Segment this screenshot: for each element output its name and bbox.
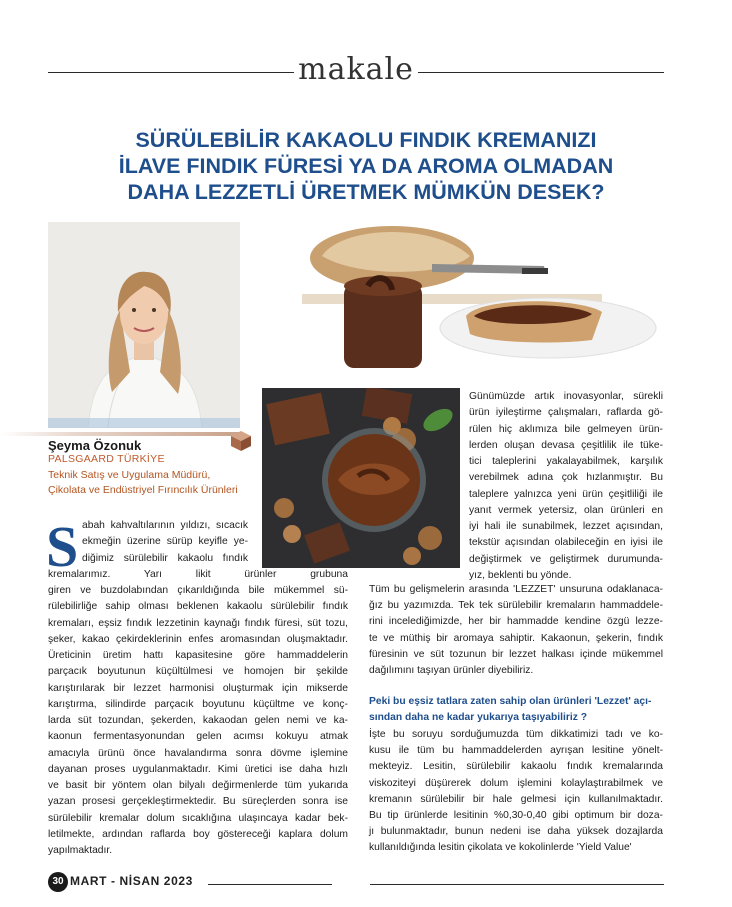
author-name: Şeyma Özonuk	[48, 438, 142, 453]
body-text-line: rini incelediğimizde, her bir hammadde kendine özgü lezze-	[369, 616, 663, 628]
headline-line: DAHA LEZZETLİ ÜRETMEK MÜMKÜN DESEK?	[127, 180, 605, 204]
author-company: PALSGAARD TÜRKİYE	[48, 453, 165, 465]
body-text-line: verebilmek adına çok hızlanmıştır. Bu	[469, 472, 663, 484]
body-text-line: mekteyiz. Lesitin, sürülebilir kakaolu fındık kremalarında	[369, 761, 663, 773]
body-text-line: abah kahvaltılarının yıldızı, sıcacık	[82, 520, 248, 531]
body-text-line: larda süt tozundan, şekerden, kakaodan gelen nemi ve ka-	[48, 715, 348, 726]
body-text-line: değiştirmek ve geliştirmek durumunda-	[469, 553, 663, 565]
subheading-line: sından daha ne kadar yukarıya taşıyabiliriz ?	[369, 712, 588, 723]
body-text-line: iyi hali ile sunabilmek, lezzet açısından,	[469, 521, 663, 532]
body-text-line: tici taleplerini yakalayabilmek, karşılık	[469, 456, 663, 467]
article-headline	[70, 127, 662, 205]
body-text-line: ürün iyileştirme çalışmaları, raflarda gö-	[469, 407, 663, 419]
body-text-line: Üreticinin üretim hattı kapasitesine göre hammaddelerin	[48, 650, 348, 661]
body-text-line: ekmeğin üzerine sürüp keyifle ye-	[82, 536, 248, 548]
footer-rule-right	[370, 884, 664, 885]
body-text-line: füresinin ve süt tozunun bir lezzet halkası içinde mükemmel	[369, 648, 663, 660]
body-text-line: kremanın sürülebilir bir hale gelmesi için kullanılmaktadır.	[369, 793, 663, 805]
footer-rule-left	[208, 884, 332, 885]
headline-line: İLAVE FINDIK FÜRESİ YA DA AROMA OLMADAN	[118, 154, 614, 178]
body-text-line: dayanan proses uygulanmaktadır. Kimi üretici ise daha hızlı	[48, 763, 348, 775]
headline-line: SÜRÜLEBİLİR KAKAOLU FINDIK KREMANIZI	[135, 128, 597, 152]
body-text-line: kremalarımız. Yarı likit ürünler grubuna	[48, 568, 348, 580]
issue-date: MART - NİSAN 2023	[70, 874, 193, 888]
header-rule-right	[418, 72, 664, 73]
section-label: makale	[298, 52, 414, 87]
body-text-line: Bu tip ürünlerde lesitinin %0,30-0,40 gibi optimum bir doza-	[369, 810, 663, 821]
body-text-line: karıştırılarak bir lezzet harmonisi oluşturmak için mikserde	[48, 682, 348, 694]
header-rule-left	[48, 72, 294, 73]
author-accent-bar	[0, 432, 240, 436]
body-text-line: İşte bu soruyu sorduğumuzda tüm dikkatimizi tadı ve ko-	[369, 729, 663, 740]
dropcap-letter: S	[46, 514, 79, 579]
body-text-line: dağılımını taşıyan ürünler diyebiliriz.	[369, 665, 534, 676]
author-role: Teknik Satış ve Uygulama Müdürü,	[48, 469, 211, 481]
body-text-line: kaonun fermentasyonundan gelen acımsı kokuyu atmak	[48, 731, 348, 743]
body-text-line: viskoziteyi düşürerek dolum işlemini kolaylaştırabilmek ve	[369, 777, 663, 789]
body-text-line: taleplere yalnızca yeni ürün çeşitliliği ile	[469, 488, 663, 500]
body-text-line: giren ve buzdolabından çıkarıldığında bile mükemmel sü-	[48, 585, 348, 596]
body-text-line: sürülebilir kremalar dolum sıcaklığına ulaşıncaya kadar bek-	[48, 812, 348, 824]
body-text-line: karıştırma, silindirde parçacık boyutunu küçültme ve konç-	[48, 698, 348, 710]
body-text-line: rülen hiç aklımıza bile gelmeyen ürün-	[469, 423, 663, 435]
body-text-line: parçacık boyutunun küçültülmesi ve homojen bir şekilde	[48, 666, 348, 678]
body-text-line: kusu ile tüm bu hammaddelerden ayrışan lesitine yönelt-	[369, 745, 663, 757]
author-role: Çikolata ve Endüstriyel Fırıncılık Ürünleri	[48, 484, 238, 496]
body-text-line: te ve müthiş bir aromaya sahiptir. Kakaonun, şekerin, fındık	[369, 632, 663, 644]
body-text-line: kullanıldığında lesitin çikolata ve kokolinlerde 'Yield Value'	[369, 842, 632, 854]
body-text-line: Günümüzde artık inovasyonlar, sürekli	[469, 391, 663, 402]
body-text-line: jı bulunmaktadır, bunun nedeni ise daha yüksek dozajlarda	[369, 826, 663, 838]
body-text-line: yapılmaktadır.	[48, 845, 113, 856]
body-text-line: letilmekte, ardından raflarda boy göstereceği kaplara dolum	[48, 828, 348, 840]
page-number: 30	[48, 872, 68, 892]
body-text-line: yanıt vermek yetersiz, olan ürünleri en	[469, 504, 663, 516]
body-text-line: tekstür açısından olabileceğin en iyisi ile	[469, 537, 663, 549]
cube-logo-icon	[230, 430, 252, 452]
body-text-line: lerden oluşan devasa çeşitlilik ile tüke-	[469, 439, 663, 451]
body-text-line: yız, beklenti bu yönde.	[469, 569, 572, 581]
body-text-line: rülebilirliğe sahip olması beklenen kakaolu sürülebilir fındık	[48, 601, 348, 613]
body-text-line: yazan prosesi gerçekleştirmektedir. Bu süreçlerden sonra ise	[48, 796, 348, 808]
chocolate-bowl-image	[262, 388, 460, 568]
body-text-line: Tüm bu gelişmelerin arasında 'LEZZET' unsuruna odaklanaca-	[369, 584, 663, 595]
author-portrait-image	[48, 222, 240, 428]
body-text-line: amacıyla ürünü önce havalandırma sonra dövme işlemine	[48, 747, 348, 759]
body-text-line: ğız bu yazımızda. Tek tek sürülebilir kremaların hammaddele-	[369, 600, 663, 612]
body-text-line: diğimiz sürülebilir kakaolu fındık	[82, 552, 248, 564]
body-text-line: ve basit bir yöntem olan bilyalı değirmenlerde tüm yukarıda	[48, 780, 348, 791]
bread-spread-image	[282, 216, 682, 388]
subheading-line: Peki bu eşsiz tatlara zaten sahip olan ürünleri 'Lezzet' açı-	[369, 696, 652, 707]
body-text-line: şeker, kakao çekirdeklerinin enfes aromasından oluşmaktadır.	[48, 633, 348, 645]
body-text-line: kremaları, eşsiz fındık lezzetinin kaynağı fındık füresi, süt tozu,	[48, 617, 348, 629]
